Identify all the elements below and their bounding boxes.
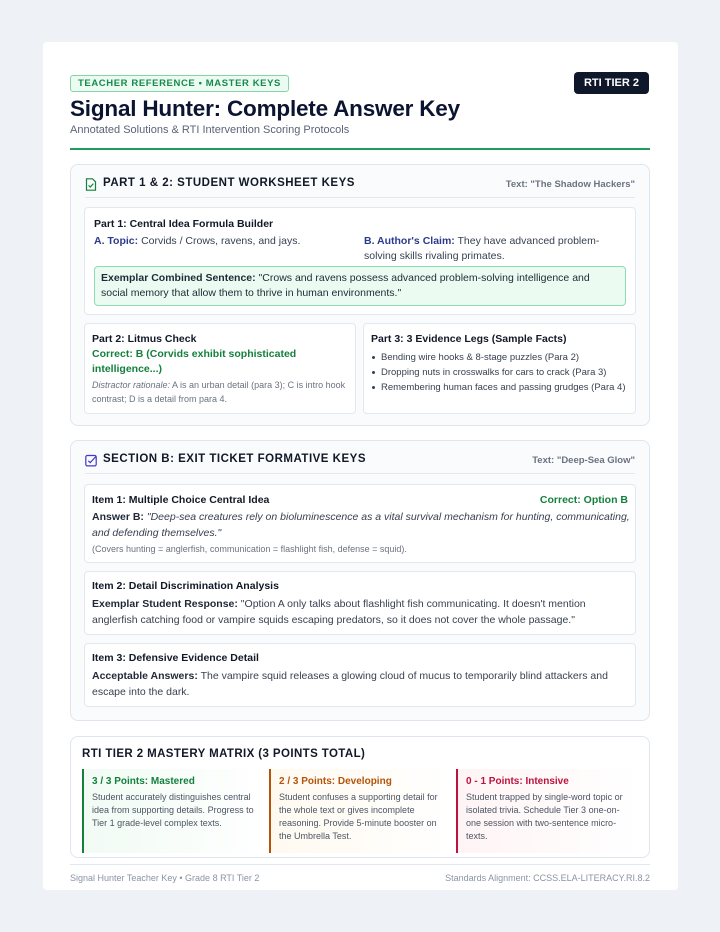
section-title: PART 1 & 2: STUDENT WORKSHEET KEYS	[103, 177, 355, 189]
checkbox-icon	[85, 454, 97, 467]
item3-answers	[92, 668, 632, 700]
answer-key-page	[43, 42, 678, 890]
worksheet-keys-section	[70, 164, 650, 426]
part2-correct-answer: Correct: B (Corvids exhibit sophisticated intelligence...)	[92, 348, 297, 375]
part3-card	[363, 323, 636, 414]
list-item: Remembering human faces and passing grudges (Para 4)	[370, 380, 626, 395]
matrix-title: RTI TIER 2 MASTERY MATRIX (3 POINTS TOTAL)	[82, 748, 366, 760]
part1-title: Part 1: Central Idea Formula Builder	[94, 218, 274, 230]
answer-label: Answer B:	[92, 511, 144, 523]
item1-title: Item 1: Multiple Choice Central Idea	[92, 494, 270, 506]
footer-divider	[70, 864, 650, 865]
level-mastered-cell	[82, 769, 265, 853]
list-item: Bending wire hooks & 8-stage puzzles (Para 2)	[370, 350, 626, 365]
section-header	[85, 165, 635, 198]
level-heading: 3 / 3 Points: Mastered	[92, 776, 195, 787]
list-item: Dropping nuts in crosswalks for cars to crack (Para 3)	[370, 365, 626, 380]
item2-card	[84, 571, 636, 635]
page-subtitle: Annotated Solutions & RTI Intervention Scoring Protocols	[70, 124, 350, 136]
topic-answer	[94, 234, 356, 249]
level-intensive-cell	[456, 769, 639, 853]
level-description: Student trapped by single-word topic or isolated trivia. Schedule Tier 3 one-on-one session with two-sentence micro-texts.	[466, 792, 623, 841]
part2-title: Part 2: Litmus Check	[92, 333, 197, 345]
page-title: Signal Hunter: Complete Answer Key	[70, 96, 460, 121]
mastery-matrix	[70, 736, 650, 858]
level-heading: 0 - 1 Points: Intensive	[466, 776, 569, 787]
item1-correct-answer: Correct: Option B	[539, 494, 628, 506]
claim-label: B. Author's Claim:	[364, 235, 455, 247]
item1-answer	[92, 509, 632, 541]
exemplar-value: "Crows and ravens possess advanced problem-solving intelligence and social memory that allow them to thrive in human environments."	[101, 272, 590, 299]
answers-value: The vampire squid releases a glowing cloud of mucus to temporarily blind attackers and escape into the dark.	[92, 670, 608, 698]
evidence-list	[370, 350, 626, 395]
claim-value: They have advanced problem-solving skills rivaling primates.	[364, 235, 600, 262]
exit-ticket-keys-section	[70, 440, 650, 721]
topic-value: Corvids / Crows, ravens, and jays.	[141, 235, 301, 247]
source-text-label: Text: "Deep-Sea Glow"	[532, 455, 635, 466]
item3-title: Item 3: Defensive Evidence Detail	[92, 652, 259, 664]
section-title: SECTION B: EXIT TICKET FORMATIVE KEYS	[103, 453, 366, 465]
level-description: Student accurately distinguishes central idea from supporting details. Progress to Tier 1 grade-level complex texts.	[92, 792, 254, 828]
document-check-icon	[85, 178, 97, 191]
response-label: Exemplar Student Response:	[92, 598, 238, 610]
answer-value: "Deep-sea creatures rely on bioluminescence as a vital survival mechanism for hunting, communicating, and defending themselves."	[92, 511, 630, 539]
level-heading: 2 / 3 Points: Developing	[279, 776, 392, 787]
rationale-value: A is an urban detail (para 3); C is intro hook contrast; D is a detail from para 4.	[92, 380, 346, 404]
footer-right: Standards Alignment: CCSS.ELA-LITERACY.RI.8.2	[445, 873, 650, 883]
item2-title: Item 2: Detail Discrimination Analysis	[92, 580, 279, 592]
exemplar-label: Exemplar Combined Sentence:	[101, 272, 256, 284]
teacher-reference-tag: TEACHER REFERENCE • MASTER KEYS	[70, 75, 289, 92]
header-divider	[70, 148, 650, 150]
level-description: Student confuses a supporting detail for the whole text or gives incomplete reasoning. Provide 5-minute booster on the Umbrella Test.	[279, 792, 438, 841]
item1-card	[84, 484, 636, 563]
claim-answer	[364, 234, 630, 264]
rti-tier-badge: RTI TIER 2	[574, 72, 649, 94]
item2-response	[92, 596, 632, 628]
item1-note: (Covers hunting = anglerfish, communication = flashlight fish, defense = squid).	[92, 544, 407, 554]
section-header	[85, 441, 635, 474]
exemplar-sentence-box	[94, 266, 626, 306]
level-developing-cell	[269, 769, 452, 853]
distractor-rationale	[92, 378, 350, 406]
topic-label: A. Topic:	[94, 235, 139, 247]
footer-left: Signal Hunter Teacher Key • Grade 8 RTI Tier 2	[70, 873, 260, 883]
part2-card	[84, 323, 356, 414]
rationale-label: Distractor rationale:	[92, 380, 171, 390]
item3-card	[84, 643, 636, 707]
part1-card	[84, 207, 636, 315]
source-text-label: Text: "The Shadow Hackers"	[505, 179, 635, 190]
response-value: "Option A only talks about flashlight fish communicating. It doesn't mention anglerfish catching food or vampire squids escaping predators, so it does not cover the whole passage."	[92, 598, 586, 626]
answers-label: Acceptable Answers:	[92, 670, 198, 682]
part3-title: Part 3: 3 Evidence Legs (Sample Facts)	[371, 333, 567, 345]
